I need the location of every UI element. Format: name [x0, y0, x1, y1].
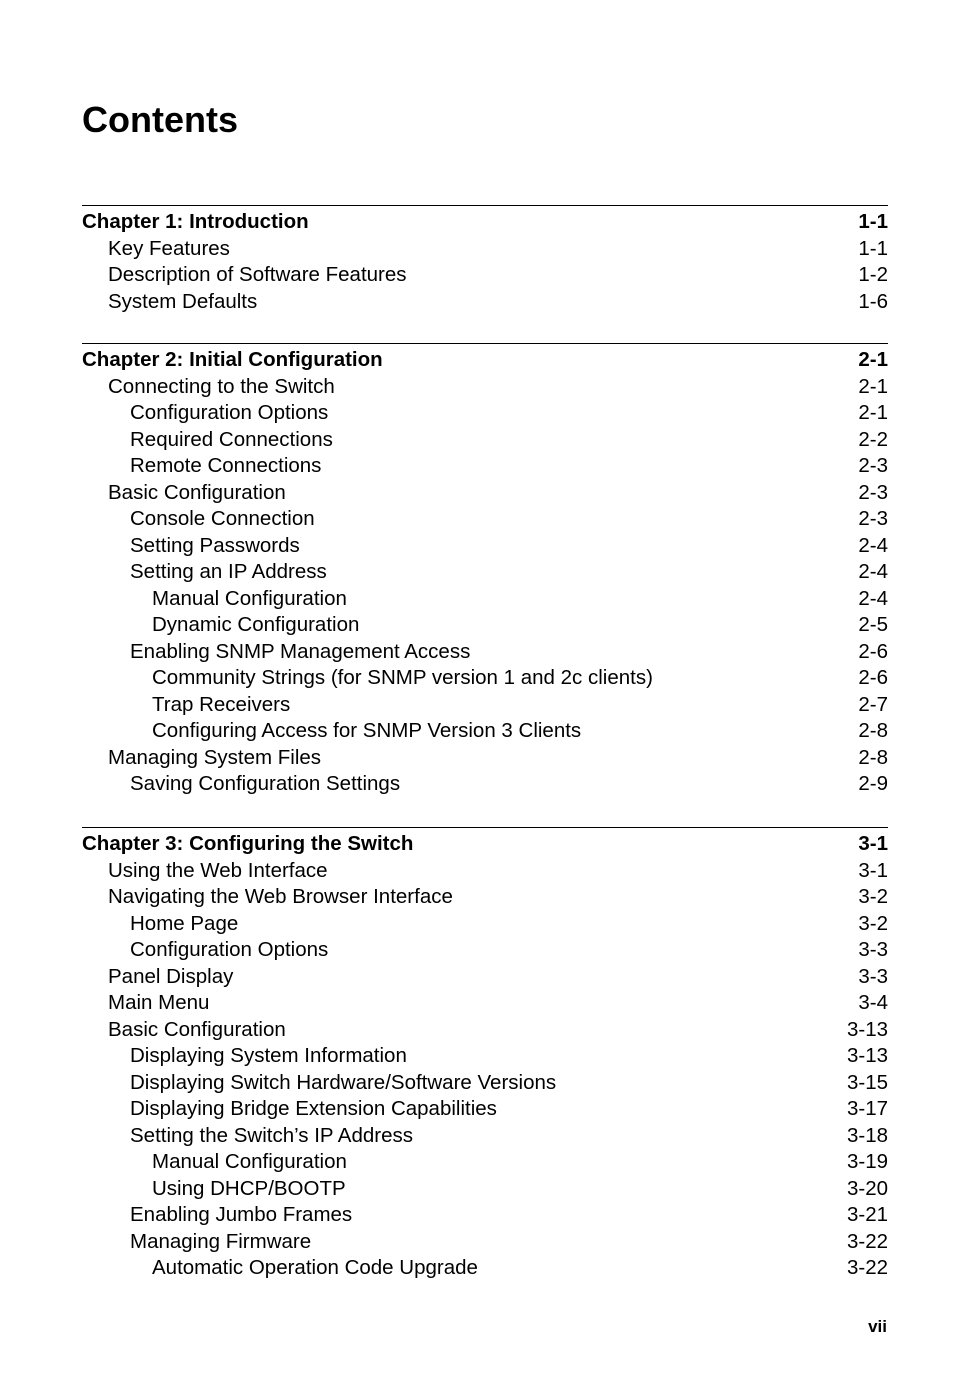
toc-entry-page: 3-22 — [846, 1229, 888, 1253]
toc-entry-title: Saving Configuration Settings — [130, 772, 401, 795]
toc-entry-page: 2-8 — [858, 719, 888, 742]
toc-entry-page: 3-19 — [846, 1150, 888, 1173]
toc-chapter-heading[interactable] — [82, 831, 888, 858]
toc-entry[interactable] — [82, 1043, 888, 1070]
toc-entry[interactable] — [82, 374, 888, 401]
toc-entry-page: 2-2 — [858, 427, 888, 451]
toc-entry-page: 3-13 — [846, 1017, 888, 1041]
toc-entry[interactable] — [82, 400, 888, 427]
toc-entry[interactable] — [82, 453, 888, 480]
toc-entry[interactable] — [82, 533, 888, 560]
toc-entry-title: Setting the Switch’s IP Address — [130, 1123, 413, 1147]
toc-entry-page: 3-21 — [846, 1203, 888, 1226]
toc-entry[interactable] — [82, 1202, 888, 1229]
toc-entry-title: Dynamic Configuration — [152, 613, 360, 636]
toc-entry-title: Basic Configuration — [108, 1017, 286, 1041]
toc-entry-page: 3-2 — [858, 911, 888, 935]
toc-entry[interactable] — [82, 559, 888, 586]
toc-entry-title: Home Page — [130, 911, 239, 935]
toc-entry[interactable] — [82, 937, 888, 964]
toc-entry-title: Manual Configuration — [152, 1150, 347, 1173]
toc-entry-title: Basic Configuration — [108, 480, 286, 504]
toc-entry-page: 1-1 — [858, 236, 888, 260]
toc-entry-page: 2-5 — [858, 613, 888, 636]
toc-entry[interactable] — [82, 236, 888, 263]
toc-entry-page: 1-6 — [858, 289, 888, 313]
toc-entry-page: 2-1 — [858, 348, 888, 371]
toc-entry[interactable] — [82, 506, 888, 533]
toc-entry-title: Description of Software Features — [108, 263, 407, 286]
toc-entry-page: 3-3 — [858, 964, 888, 988]
toc-entry-page: 2-1 — [858, 401, 888, 424]
toc-entry-page: 3-20 — [846, 1176, 888, 1200]
toc-entry-title: Console Connection — [130, 507, 315, 530]
toc-entry[interactable] — [82, 911, 888, 938]
toc-entry-title: Key Features — [108, 236, 230, 260]
toc-entry-title: Displaying Bridge Extension Capabilities — [130, 1097, 497, 1120]
toc-entry-page: 2-3 — [858, 507, 888, 530]
toc-chapter-section — [82, 343, 888, 798]
toc-entry-title: Configuration Options — [130, 401, 329, 424]
toc-chapter-heading[interactable] — [82, 209, 888, 236]
toc-entry-page: 2-6 — [858, 666, 888, 689]
toc-entry-title: System Defaults — [108, 289, 258, 313]
toc-entry-page: 3-22 — [846, 1256, 888, 1279]
toc-chapter-section — [82, 205, 888, 315]
toc-entry-page: 3-2 — [858, 885, 888, 908]
toc-entry-page: 1-2 — [858, 263, 888, 286]
toc-entry[interactable] — [82, 427, 888, 454]
toc-entry-title: Configuration Options — [130, 938, 329, 961]
toc-entry-title: Managing System Files — [108, 745, 322, 769]
toc-entry-page: 3-1 — [858, 858, 888, 882]
toc-entry[interactable] — [82, 1017, 888, 1044]
toc-entry-page: 2-4 — [858, 586, 888, 610]
toc-entry-page: 2-3 — [858, 454, 888, 477]
toc-entry-title: Enabling Jumbo Frames — [130, 1203, 353, 1226]
toc-entry[interactable] — [82, 858, 888, 885]
toc-entry-title: Displaying Switch Hardware/Software Versions — [130, 1070, 557, 1094]
toc-entry-page: 2-1 — [858, 374, 888, 398]
toc-entry-title: Navigating the Web Browser Interface — [108, 885, 453, 908]
toc-entry[interactable] — [82, 289, 888, 316]
toc-entry[interactable] — [82, 1176, 888, 1203]
toc-entry-title: Manual Configuration — [152, 586, 347, 610]
toc-entry-page: 2-6 — [858, 639, 888, 663]
toc-entry[interactable] — [82, 612, 888, 639]
toc-entry[interactable] — [82, 745, 888, 772]
page-title: Contents — [82, 99, 238, 140]
toc-entry[interactable] — [82, 480, 888, 507]
toc-entry[interactable] — [82, 692, 888, 719]
toc-entry-page: 3-4 — [858, 991, 888, 1014]
toc-entry-title: Remote Connections — [130, 454, 322, 477]
toc-entry-title: Connecting to the Switch — [108, 374, 335, 398]
toc-entry-page: 2-4 — [858, 533, 888, 557]
toc-entry[interactable] — [82, 771, 888, 798]
toc-entry-title: Managing Firmware — [130, 1229, 312, 1253]
toc-entry-page: 2-9 — [858, 772, 888, 795]
toc-entry-page: 1-1 — [858, 210, 888, 233]
toc-entry-title: Panel Display — [108, 964, 234, 988]
toc-chapter-section — [82, 827, 888, 1282]
toc-entry-page: 3-17 — [846, 1097, 888, 1120]
toc-entry-page: 3-1 — [858, 832, 888, 855]
toc-entry-title: Using the Web Interface — [108, 858, 328, 882]
toc-entry-page: 2-8 — [858, 745, 888, 769]
toc-entry-title: Chapter 3: Configuring the Switch — [82, 832, 414, 855]
toc-entry-title: Chapter 1: Introduction — [82, 210, 309, 233]
toc-entry-page: 3-15 — [846, 1070, 888, 1094]
toc-entry[interactable] — [82, 586, 888, 613]
toc-entry-title: Using DHCP/BOOTP — [152, 1176, 346, 1200]
toc-entry[interactable] — [82, 639, 888, 666]
toc-entry-title: Main Menu — [108, 991, 210, 1014]
toc-entry-title: Trap Receivers — [152, 692, 291, 716]
toc-entry-page: 3-3 — [858, 938, 888, 961]
toc-entry-page: 2-4 — [858, 560, 888, 583]
toc-entry[interactable] — [82, 1255, 888, 1282]
toc-entry[interactable] — [82, 262, 888, 289]
toc-entry-title: Configuring Access for SNMP Version 3 Clients — [152, 719, 582, 742]
toc-entry-title: Enabling SNMP Management Access — [130, 639, 471, 663]
toc-entry[interactable] — [82, 884, 888, 911]
toc-entry[interactable] — [82, 1070, 888, 1097]
toc-entry[interactable] — [82, 1229, 888, 1256]
page-number: vii — [868, 1317, 887, 1336]
toc-entry-title: Chapter 2: Initial Configuration — [82, 348, 383, 371]
toc-entry-page: 3-13 — [846, 1044, 888, 1067]
toc-entry-title: Automatic Operation Code Upgrade — [152, 1256, 478, 1279]
toc-entry[interactable] — [82, 1149, 888, 1176]
toc-entry-title: Setting an IP Address — [130, 560, 327, 583]
toc-entry[interactable] — [82, 665, 888, 692]
toc-entry-page: 3-18 — [846, 1123, 888, 1147]
toc-entry-page: 2-7 — [858, 692, 888, 716]
toc-entry[interactable] — [82, 990, 888, 1017]
toc-entry[interactable] — [82, 964, 888, 991]
toc-entry-title: Required Connections — [130, 427, 333, 451]
toc-chapter-heading[interactable] — [82, 347, 888, 374]
toc-entry-title: Displaying System Information — [130, 1044, 407, 1067]
toc-entry[interactable] — [82, 1096, 888, 1123]
toc-entry[interactable] — [82, 1123, 888, 1150]
toc-entry-title: Setting Passwords — [130, 533, 300, 557]
toc-entry-title: Community Strings (for SNMP version 1 and 2c clients) — [152, 666, 653, 689]
toc-entry-page: 2-3 — [858, 480, 888, 504]
toc-entry[interactable] — [82, 718, 888, 745]
